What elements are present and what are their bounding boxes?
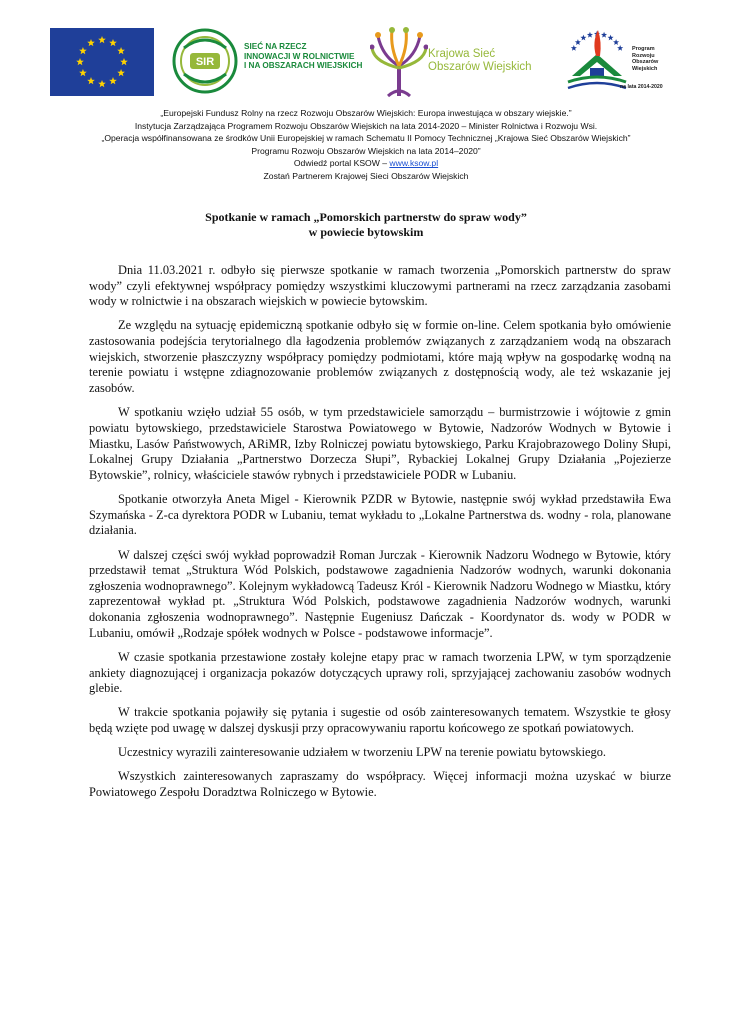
funding-line-managing-authority: Instytucja Zarządzająca Programem Rozwoju Obszarów Wiejskich na lata 2014-2020 – Minister Rolnictwa i Rozwoju Wsi. xyxy=(134,120,598,131)
prow-star-icon xyxy=(587,32,593,38)
sir-logo-line: INNOWACJI W ROLNICTWIE xyxy=(244,51,355,61)
eu-flag-logo xyxy=(50,28,154,96)
funding-line-partner: Zostań Partnerem Krajowej Sieci Obszarów Wiejskich xyxy=(263,170,469,181)
ksow-logo-text xyxy=(428,48,532,74)
prow-star-icon xyxy=(613,39,619,45)
funding-line-cofinancing: „Operacja współfinansowana ze środków Unii Europejskiej w ramach Schematu II Pomocy Technicznej „Krajowa Sieć Obszarów Wiejskich” xyxy=(101,133,631,144)
prow-star-icon xyxy=(608,35,614,41)
funding-line-eafrd: „Europejski Fundusz Rolny na rzecz Rozwoju Obszarów Wiejskich: Europa inwestująca w obszary wiejskie.” xyxy=(160,108,572,118)
article-title xyxy=(60,210,672,240)
ksow-tree-icon xyxy=(370,26,428,98)
prow-logo-years: na lata 2014-2020 xyxy=(620,84,663,90)
portal-prefix: Odwiedź portal KSOW – xyxy=(293,158,390,169)
sir-badge-text: SIR xyxy=(195,56,215,68)
prow-logo-line: Rozwoju xyxy=(632,52,655,59)
funding-notice xyxy=(40,107,692,183)
title-line: w powiecie bytowskim xyxy=(308,225,424,239)
body-paragraph: Dnia 11.03.2021 r. odbyło się pierwsze spotkanie w ramach tworzenia „Pomorskich partnerstw do spraw wody” czyli efektywnej współpracy pomiędzy wszystkimi kluczowymi partnerami na rzecz zarządzania zasobami wody w rolnictwie i na obszarach wiejskich w powiecie bytowskim. xyxy=(89,263,671,309)
prow-logo-text xyxy=(632,46,658,72)
body-paragraph: W spotkaniu wzięło udział 55 osób, w tym przedstawiciele samorządu – burmistrzowie i wójtowie z gmin powiatu bytowskiego, przedstawiciele Starostwa Powiatowego w Bytowie, Nadzorów Wodnych w Bytowie i Miastku, Lasów Państwowych, ARiMR, Izby Rolniczej powiatu bytowskiego, Parku Krajobrazowego Doliny Słupi, Lokalnej Grupy Działania „Partnerstwo Dorzecza Słupi”, Rybackiej Lokalnej Grupy Działania „Pojezierze Bytowskie”, rolnicy, właściciele stawów rybnych i przedstawiciele PODR w Lubaniu. xyxy=(89,405,671,482)
ksow-logo-line: Krajowa Sieć xyxy=(428,48,496,60)
body-paragraph: W dalszej części swój wykład poprowadził Roman Jurczak - Kierownik Nadzoru Wodnego w Bytowie, który przedstawił temat „Struktura Wód Polskich, podstawowe zagadnienia Nadzorów wodnych, warunki dokonania zgłoszenia wodnoprawnego”. Kolejnym wykładowcą Tadeusz Król - Kierownik Nadzoru Wodnego w Miastku, który zaprezentował wykład pt. „Struktura Wód Polskich, podstawowe zagadnienia Nadzorów wodnych, warunki dokonania zgłoszenia wodnoprawnego”. Następnie Eugeniusz Dańczak - Koordynator ds. wody w PODR w Lubaniu, omówił „Rodzaje spółek wodnych w Polsce - podstawowe informacje”. xyxy=(89,547,671,640)
prow-star-icon xyxy=(575,39,581,45)
body-paragraph: Spotkanie otworzyła Aneta Migel - Kierownik PZDR w Bytowie, następnie swój wykład przedstawiła Ewa Szymańska - Z-ca dyrektora PODR w Lubaniu, temat wykładu to „Lokalne Partnerstwa ds. wodny - rola, planowane działania. xyxy=(89,492,671,538)
sir-logo-text xyxy=(244,42,362,71)
article-body xyxy=(89,263,671,809)
sir-logo-line: I NA OBSZARACH WIEJSKICH xyxy=(244,61,363,71)
prow-star-icon xyxy=(601,32,607,38)
body-paragraph: W trakcie spotkania pojawiły się pytania i sugestie od osób zainteresowanych tematem. Wszystkie te głosy będą wzięte pod uwagę w dalszej dyskusji przy opracowywaniu raportu końcowego ze spotkań powiatowych. xyxy=(89,705,671,736)
prow-logo-line: Wiejskich xyxy=(632,65,658,72)
ksow-logo-line: Obszarów Wiejskich xyxy=(428,61,532,73)
prow-star-icon xyxy=(571,45,577,51)
body-paragraph: Uczestnicy wyrazili zainteresowanie udziałem w tworzeniu LPW na terenie powiatu bytowskiego. xyxy=(118,745,607,760)
prow-logo-line: Program xyxy=(632,46,655,52)
body-paragraph: Ze względu na sytuację epidemiczną spotkanie odbyło się w formie on-line. Celem spotkania było omówienie zastosowania podejścia terytorialnego dla łagodzenia problemów związanych z zarządzaniem wodą na obszarach wiejskich, stworzenie płaszczyzny współpracy pomiędzy podmiotami, które mają wpływ na gospodarkę wodną na terenie powiatu i wstępne zdiagnozowanie problemów związanych z dostępnością wody, ale też wskazanie jej zasobów. xyxy=(89,318,671,396)
prow-logo-line: Obszarów xyxy=(632,59,659,66)
sir-logo-line: SIEĆ NA RZECZ xyxy=(244,42,307,51)
prow-star-icon xyxy=(580,35,586,41)
title-line: Spotkanie w ramach „Pomorskich partnerstw do spraw wody” xyxy=(205,210,527,224)
logo-bar xyxy=(48,26,684,100)
sir-network-logo xyxy=(170,26,366,96)
funding-line-portal xyxy=(40,157,692,170)
prow-logo xyxy=(562,26,684,96)
body-paragraph: Wszystkich zainteresowanych zapraszamy do współpracy. Więcej informacji można uzyskać w biurze Powiatowego Zespołu Doradztwa Rolniczego w Bytowie. xyxy=(89,769,671,800)
ksow-portal-link[interactable]: www.ksow.pl xyxy=(389,158,439,169)
sir-emblem-icon xyxy=(170,26,240,96)
funding-line-programme: Programu Rozwoju Obszarów Wiejskich na lata 2014–2020” xyxy=(251,145,481,156)
prow-star-icon xyxy=(617,45,623,51)
body-paragraph: W czasie spotkania przestawione zostały kolejne etapy prac w ramach tworzenia LPW, w tym sporządzenie ankiety diagnozującej i organizacja pokazów dotyczących uprawy roli, sprzyjającej zachowaniu zasobów wodnych glebie. xyxy=(89,649,671,696)
ksow-logo xyxy=(370,26,540,96)
